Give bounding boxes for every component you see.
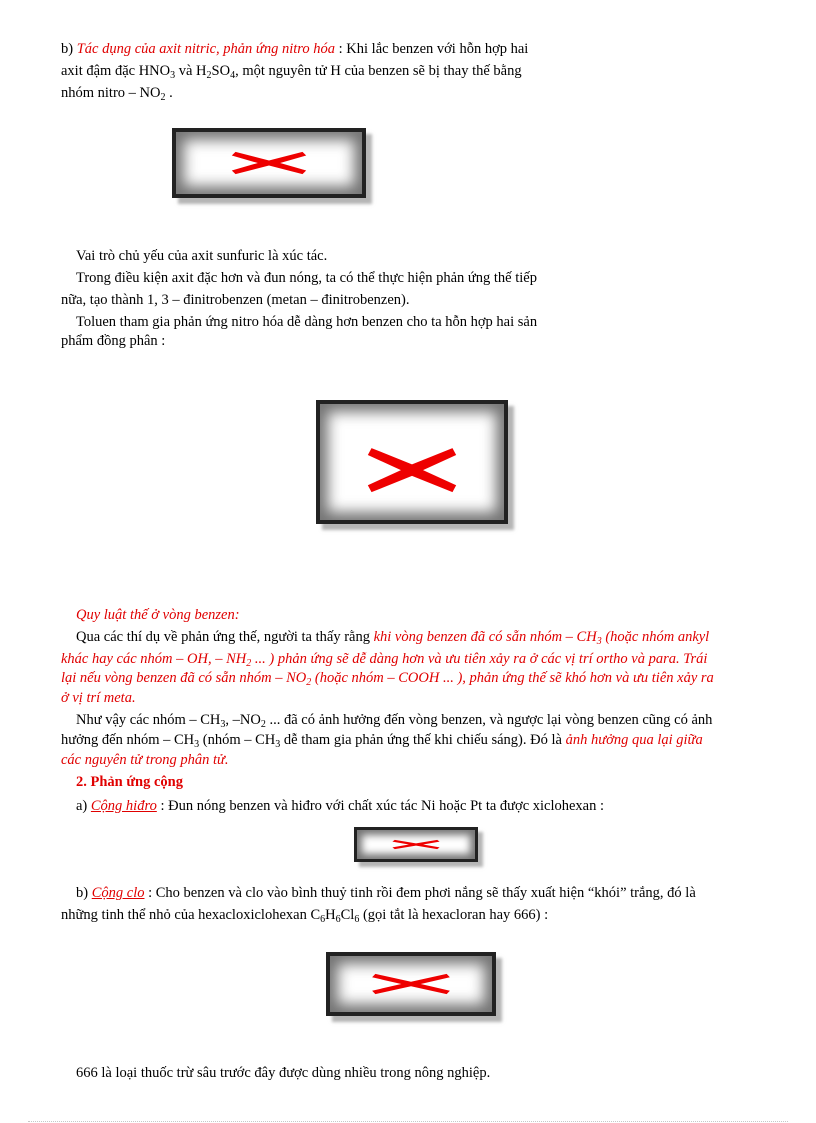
nitration-line-3: nhóm nitro – $NO_2$ . bbox=[61, 85, 173, 103]
influence-line-3: các nguyên tử trong phân tử. bbox=[61, 752, 229, 768]
influence-line-2: hưởng đến nhóm – $CH_3$ (nhóm – $CH_3$ dễ tham gia phản ứng thế khi chiếu sáng). Đó là ảnh hưởng qua lại giữa bbox=[61, 732, 703, 750]
broken-image-placeholder bbox=[316, 400, 508, 524]
broken-image-icon bbox=[357, 830, 475, 859]
hydrogen-addition-title: Cộng hiđro bbox=[90, 798, 157, 814]
dinitro-line-1: Trong điều kiện axit đặc hơn và đun nóng, ta có thể thực hiện phản ứng thế tiếp bbox=[76, 270, 537, 286]
influence-line-1: Như vậy các nhóm – $CH_3$, $-NO_2$ ... đã có ảnh hưởng đến vòng benzen, và ngược lại vòng benzen cũng có ảnh bbox=[76, 712, 713, 730]
page-divider bbox=[28, 1121, 788, 1122]
chlorine-addition-line-1: b) Cộng clo : Cho benzen và clo vào bình thuỷ tinh rồi đem phơi nắng sẽ thấy xuất hiện “khói” trắng, đó là bbox=[76, 885, 696, 901]
substitution-rule-heading: Quy luật thế ở vòng benzen: bbox=[76, 607, 240, 623]
catalyst-line: Vai trò chủ yếu của axit sunfuric là xúc tác. bbox=[76, 248, 328, 264]
hydrogen-addition-line: a) Cộng hiđro : Đun nóng benzen và hiđro với chất xúc tác Ni hoặc Pt ta được xiclohexan : bbox=[76, 798, 605, 814]
toluene-line-1: Toluen tham gia phản ứng nitro hóa dễ dàng hơn benzen cho ta hỗn hợp hai sản bbox=[76, 314, 538, 330]
section-heading-addition: 2. Phản ứng cộng bbox=[76, 774, 184, 790]
broken-image-icon bbox=[330, 956, 492, 1012]
broken-image-icon bbox=[176, 132, 362, 194]
chlorine-addition-line-2: những tinh thể nhỏ của hexacloxiclohexan $C_6H_6Cl_6$ (gọi tắt là hexacloran hay 666) : bbox=[61, 907, 549, 925]
rule-line-3: lại nếu vòng benzen đã có sẵn nhóm – $NO_2$ (hoặc nhóm – COOH ... ), phản ứng thế sẽ khó hơn và ưu tiên xảy ra bbox=[61, 670, 714, 688]
toluene-line-2: phẩm đồng phân : bbox=[61, 333, 166, 349]
rule-line-2: khác hay các nhóm – OH, – $NH_2$ ... ) phản ứng sẽ dễ dàng hơn và ưu tiên xảy ra ở các vị trí ortho và para. Trái bbox=[61, 651, 708, 669]
broken-image-icon bbox=[320, 404, 504, 520]
rule-line-4: ở vị trí meta. bbox=[61, 690, 136, 706]
broken-image-placeholder bbox=[326, 952, 496, 1016]
broken-image-placeholder bbox=[172, 128, 366, 198]
dinitro-line-2: nữa, tạo thành 1, 3 – đinitrobenzen (metan – đinitrobenzen). bbox=[61, 292, 410, 308]
broken-image-placeholder bbox=[354, 827, 478, 862]
nitration-line-2: axit đậm đặc $HNO_3$ và $H_2SO_4$, một nguyên tử H của benzen sẽ bị thay thế bằng bbox=[61, 63, 522, 81]
nitration-line-1: b) Tác dụng của axit nitric, phản ứng nitro hóa : Khi lắc benzen với hỗn hợp hai bbox=[61, 41, 529, 57]
nitration-title: Tác dụng của axit nitric, phản ứng nitro hóa bbox=[76, 41, 336, 57]
final-note: 666 là loại thuốc trừ sâu trước đây được dùng nhiều trong nông nghiệp. bbox=[76, 1065, 491, 1081]
rule-line-1: Qua các thí dụ về phản ứng thế, người ta thấy rằng khi vòng benzen đã có sẵn nhóm – $CH_3$ (hoặc nhóm ankyl bbox=[76, 629, 710, 647]
chlorine-addition-title: Cộng clo bbox=[91, 885, 145, 901]
